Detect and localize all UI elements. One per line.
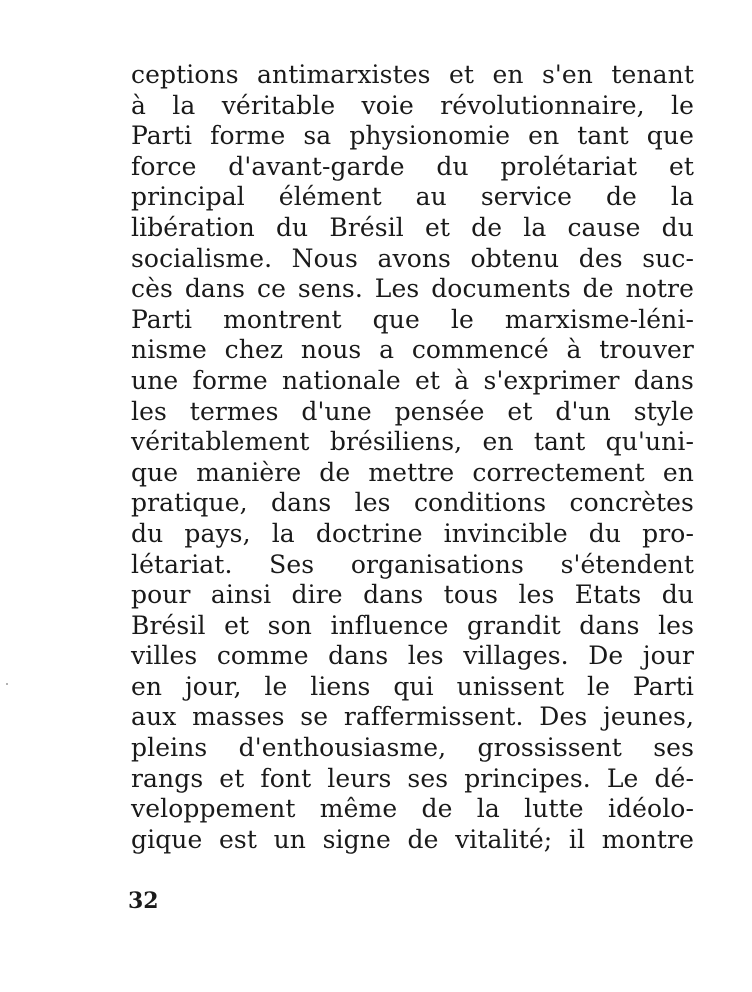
text-line: pleins d'enthousiasme, grossissent ses (131, 733, 694, 763)
body-text (131, 60, 694, 855)
text-line: Parti forme sa physionomie en tant que (131, 121, 694, 151)
text-line: principal élément au service de la (131, 182, 694, 212)
scan-speck (6, 683, 8, 685)
text-line: à la véritable voie révolutionnaire, le (131, 90, 694, 120)
text-line: pour ainsi dire dans tous les Etats du (131, 580, 694, 610)
text-line: que manière de mettre correctement en (131, 457, 694, 487)
text-line: pratique, dans les conditions concrètes (131, 488, 694, 518)
text-line: Parti montrent que le marxisme-léni- (131, 304, 694, 334)
text-line: aux masses se raffermissent. Des jeunes, (131, 702, 694, 732)
page-number: 32 (128, 888, 159, 914)
text-line: socialisme. Nous avons obtenu des suc- (131, 243, 694, 273)
text-line: du pays, la doctrine invincible du pro- (131, 518, 694, 548)
text-line: villes comme dans les villages. De jour (131, 641, 694, 671)
text-line: force d'avant-garde du prolétariat et (131, 151, 694, 181)
text-line: veloppement même de la lutte idéolo- (131, 794, 694, 824)
text-line: véritablement brésiliens, en tant qu'uni- (131, 427, 694, 457)
text-line: gique est un signe de vitalité; il montre (131, 824, 694, 854)
text-line: une forme nationale et à s'exprimer dans (131, 365, 694, 395)
text-line: ceptions antimarxistes et en s'en tenant (131, 60, 694, 89)
text-line: rangs et font leurs ses principes. Le dé- (131, 763, 694, 793)
text-line: létariat. Ses organisations s'étendent (131, 549, 694, 579)
text-line: Brésil et son influence grandit dans les (131, 610, 694, 640)
text-line: les termes d'une pensée et d'un style (131, 396, 694, 426)
text-line: libération du Brésil et de la cause du (131, 212, 694, 242)
text-line: cès dans ce sens. Les documents de notre (131, 274, 694, 304)
text-line: en jour, le liens qui unissent le Parti (131, 671, 694, 701)
text-line: nisme chez nous a commencé à trouver (131, 335, 694, 365)
